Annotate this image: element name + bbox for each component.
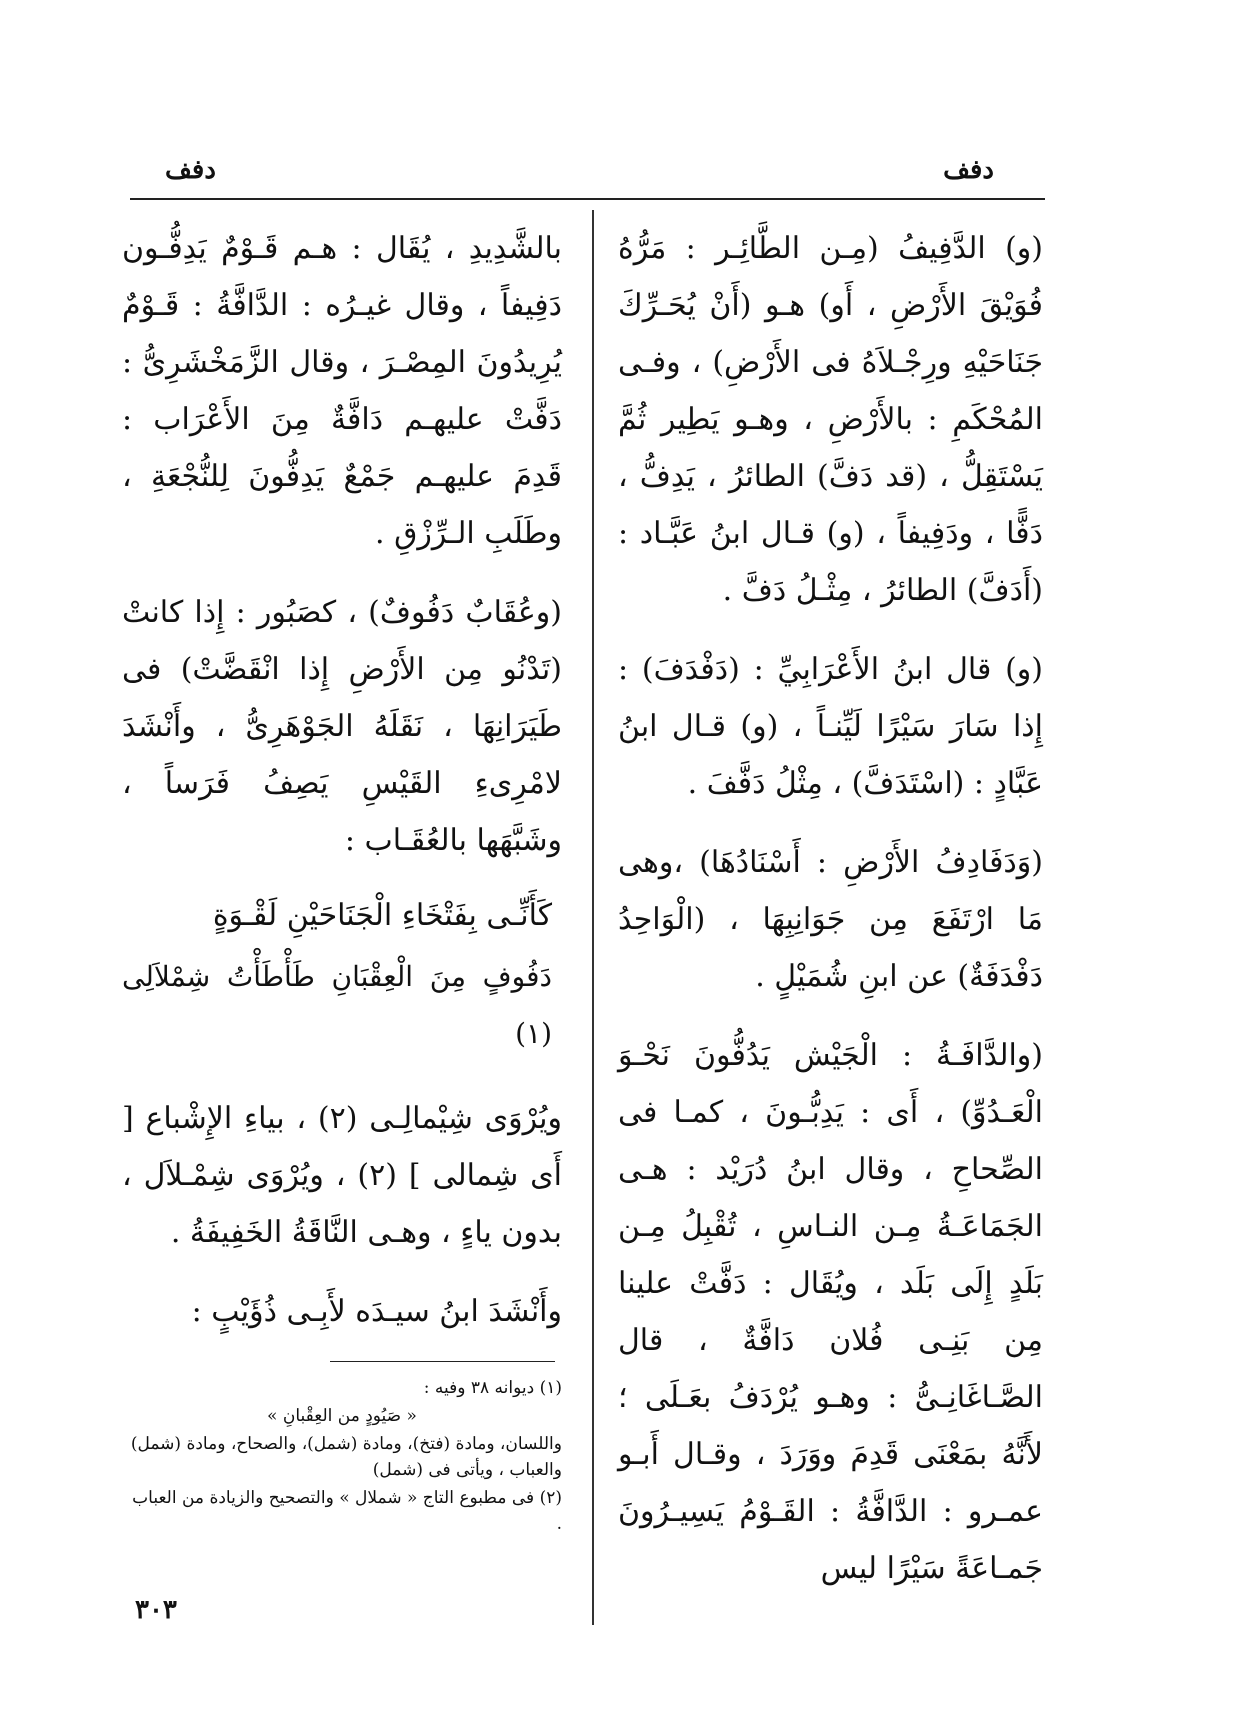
entry-paragraph: ويُرْوَى شِيْمالِـى (٢) ، بياءِ الإِشْباع [ أَى شِمالى ] (٢) ، ويُرْوَى شِمْـلاَل ، بدون ياءٍ ، وهـى النَّاقَةُ الخَفِيفَةُ . xyxy=(122,1101,562,1250)
footnote-2: (٢) فى مطبوع التاج « شملال » والتصحيح والزيادة من العباب . xyxy=(132,1488,562,1534)
footnotes xyxy=(122,1375,562,1539)
footnote-1-continued: واللسان، ومادة (فتخ)، ومادة (شمل)، والصحاح، ومادة (شمل) والعباب ، ويأتى فى (شمل) xyxy=(130,1434,562,1480)
entry-paragraph: (و) قال ابنُ الأَعْرَابِيِّ : (دَفْدَفَ) : إِذا سَارَ سَيْرًا لَيِّنـاً ، (و) قـال ابنُ عَبَّادٍ : (اسْتَدَفَّ) ، مِثْلُ دَفَّفَ . xyxy=(618,652,1043,801)
left-column xyxy=(122,220,562,1362)
entry-paragraph: وأَنْشَدَ ابنُ سيـدَه لأَبِـى ذُؤَيْبٍ : xyxy=(191,1294,562,1329)
header-rule xyxy=(130,198,1045,200)
entry-paragraph: بالشَّدِيدِ ، يُقَال : هـم قَـوْمٌ يَدِفُّـون دَفِيفاً ، وقال غيـرُه : الدَّافَّةُ : قَـوْمٌ يُرِيدُونَ المِصْـرَ ، وقال الزَّمَخْشَرِىُّ : دَفَّتْ عليهـم دَافَّةٌ مِنَ الأَعْرَاب : قَدِمَ عليهـم جَمْعٌ يَدِفُّونَ لِلنُّجْعَةِ ، وطَلَبِ الـرِّزْقِ . xyxy=(122,231,562,551)
footnote-1: (١) ديوانه ٣٨ وفيه : xyxy=(423,1378,562,1398)
right-column xyxy=(618,220,1043,1619)
entry-paragraph: (وعُقَابٌ دَفُوفٌ) ، كصَبُور : إِذا كانتْ (تَدْنُو مِن الأَرْضِ إِذا انْقَضَّتْ) فى طَيَرَانِهَا ، نَقَلَهُ الجَوْهَرِىُّ ، وأَنْشَدَ لامْرِىءِ القَيْسِ يَصِفُ فَرَساً ، وشَبَّهَها بالعُقَـاب : xyxy=(122,595,562,858)
header-entry-word-right: دفف xyxy=(943,155,994,185)
column-divider xyxy=(592,210,594,1625)
entry-paragraph: (وَدَفَادِفُ الأَرْضِ : أَسْنَادُهَا) ،وهى مَا ارْتَفَعَ مِن جَوَانِبِهَا ، (الْوَاحِدُ دَفْدَفَةٌ) عن ابنِ شُمَيْلٍ . xyxy=(618,845,1043,994)
header-entry-word-left: دفف xyxy=(165,155,216,185)
verse-line-2: دَفُوفٍ مِنَ الْعِقْبَانِ طَأْطَأْتُ شِمْلاَلِى (١) xyxy=(122,960,552,1050)
page-number: ٣٠٣ xyxy=(135,1595,177,1625)
verse-line-1: كَأَنِّـى بِفَتْخَاءِ الْجَنَاحَيْنِ لَقْـوَةٍ xyxy=(212,898,552,933)
footnote-1-quote: « صَيُودٍ من العِقْبانِ » xyxy=(267,1406,417,1426)
footnote-rule xyxy=(330,1361,555,1362)
entry-paragraph: (والدَّافَـةُ : الْجَيْش يَدُفُّونَ نَحْـوَ الْعَـدُوِّ) ، أَى : يَدِبُّـونَ ، كمـا فى الصِّحاحِ ، وقال ابنُ دُرَيْد : هـى الجَمَاعَـةُ مِـن النـاسِ ، تُقْبِلُ مِـن بَلَدٍ إِلَى بَلَد ، ويُقَال : دَفَّتْ علينا مِن بَنِـى فُلان دَافَّةٌ ، قال الصَّـاغَانِـىُّ : وهـو يُرْدَفُ بعَـلَى ؛ لأَنَّهُ بمَعْنَى قَدِمَ ووَرَدَ ، وقـال أَبـو عمـرو : الدَّافَّةُ : القَـوْمُ يَسِيـرُونَ جَمـاعَةً سَيْرًا ليس xyxy=(618,1038,1043,1586)
entry-paragraph: (و) الدَّفِيفُ (مِـن الطَّائِـر : مَرُّهُ فُوَيْقَ الأَرْضِ ، أَو) هـو (أَنْ يُحَـرِّكَ جَنَاحَيْهِ ورِجْـلاَهُ فى الأَرْضِ) ، وفـى المُحْكَمِ : بالأَرْضِ ، وهـو يَطِير ثُمَّ يَسْتَقِلُّ ، (قد دَفَّ) الطائرُ ، يَدِفُّ ، دَفًّا ، ودَفِيفاً ، (و) قـال ابنُ عَبَّـاد : (أَدَفَّ) الطائرُ ، مِثْـلُ دَفَّ . xyxy=(618,231,1043,608)
